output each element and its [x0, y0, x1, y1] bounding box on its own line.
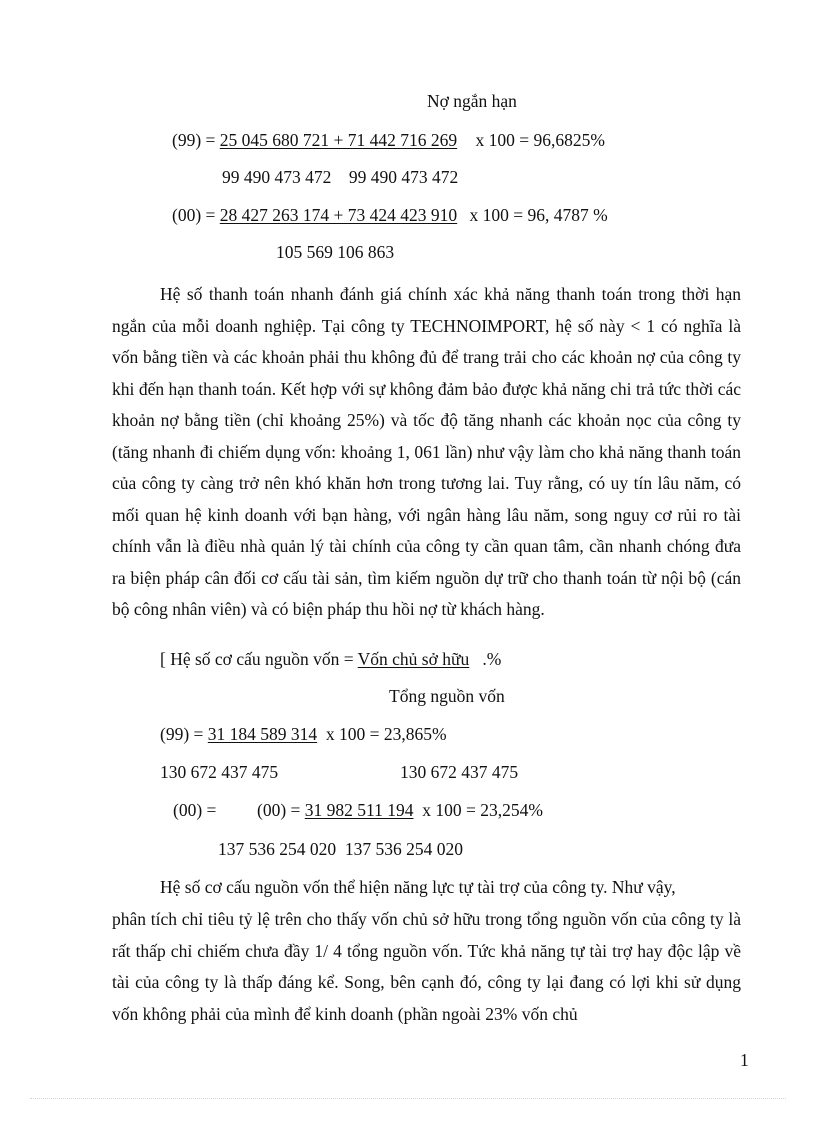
formula1-row00	[172, 204, 608, 226]
paragraph-quick-ratio	[112, 279, 741, 626]
formula1-row99	[172, 129, 605, 151]
formula2-denominator-label: Tổng nguồn vốn	[389, 686, 505, 706]
formula2-row00-prefix-b: (00) =	[257, 800, 305, 820]
formula1-row00-numerator: 28 427 263 174 + 73 424 423 910	[219, 205, 458, 225]
formula2-numerator: Vốn chủ sở hữu	[357, 649, 470, 669]
formula1-row00-suffix: x 100 = 96, 4787 %	[465, 205, 608, 225]
formula2-row99-numerator: 31 184 589 314	[207, 724, 318, 744]
page-number: 1	[740, 1050, 749, 1070]
paragraph-capital-structure	[112, 904, 741, 1030]
formula2-row00	[257, 799, 543, 821]
formula2-row00-prefix-a: (00) =	[173, 800, 217, 820]
paragraph-capital-structure-first: Hệ số cơ cấu nguồn vốn thể hiện năng lực tự tài trợ của công ty. Như vậy,	[160, 877, 676, 897]
formula1-row99-prefix: (99) =	[172, 130, 220, 150]
formula2-row99-denominator-right: 130 672 437 475	[400, 762, 519, 782]
formula2-row99-prefix: (99) =	[160, 724, 208, 744]
formula2-row99-suffix: x 100 = 23,865%	[317, 724, 447, 744]
formula1-row00-denominator: 105 569 106 863	[276, 242, 395, 262]
formula1-label: Nợ ngắn hạn	[427, 91, 517, 111]
page-bottom-rule	[30, 1098, 786, 1099]
formula2-row00-numerator: 31 982 511 194	[304, 800, 414, 820]
formula1-row99-suffix: x 100 = 96,6825%	[471, 130, 605, 150]
paragraph-quick-ratio-text: Hệ số thanh toán nhanh đánh giá chính xác khả năng thanh toán trong thời hạn ngắn của mỗi doanh nghiệp. Tại công ty TECHNOIMPORT, hệ số này < 1 có nghĩa là vốn bằng tiền và các khoản phải thu không đủ để trang trải cho các khoản nợ của công ty khi đến hạn thanh toán. Kết hợp với sự không đảm bảo được khả năng chi trả tức thời các khoản nợ bằng tiền (chỉ khoảng 25%) và tốc độ tăng nhanh các khoản nọc của công ty (tăng nhanh đi chiếm dụng vốn: khoảng 1, 061 lần) như vậy làm cho khả năng thanh toán của công ty càng trở nên khó khăn hơn trong tương lai. Tuy rằng, có uy tín lâu năm, có mối quan hệ kinh doanh với bạn hàng, với ngân hàng lâu năm, song nguy cơ rủi ro tài chính vẫn là điều nhà quản lý tài chính của công ty cần quan tâm, cần nhanh chóng đưa ra biện pháp cân đối cơ cấu tài sản, tìm kiếm nguồn dự trữ cho thanh toán từ nội bộ (cán bộ công nhân viên) và có biện pháp thu hồi nợ từ khách hàng.	[112, 284, 741, 619]
formula1-row99-denominators: 99 490 473 472 99 490 473 472	[222, 167, 459, 187]
formula2-row00-denominators: 137 536 254 020 137 536 254 020	[218, 839, 463, 859]
formula2-prefix: [ Hệ số cơ cấu nguồn vốn =	[160, 649, 358, 669]
formula2-suffix: .%	[469, 649, 502, 669]
formula1-row99-numerator: 25 045 680 721 + 71 442 716 269	[219, 130, 458, 150]
formula2-row99-denominator-left: 130 672 437 475	[160, 762, 279, 782]
formula2-row00-suffix: x 100 = 23,254%	[413, 800, 543, 820]
formula2-header	[160, 648, 501, 670]
paragraph-capital-structure-text: phân tích chỉ tiêu tỷ lệ trên cho thấy vốn chủ sở hữu trong tổng nguồn vốn của công ty là rất thấp chỉ chiếm chưa đầy 1/ 4 tổng nguồn vốn. Tức khả năng tự tài trợ hay độc lập về tài của công ty là thấp đáng kể. Song, bên cạnh đó, công ty lại đang có lợi khi sử dụng vốn không phải của mình để kinh doanh (phần ngoài 23% vốn chủ	[112, 909, 741, 1024]
formula1-row00-prefix: (00) =	[172, 205, 220, 225]
formula2-row99	[160, 723, 447, 745]
